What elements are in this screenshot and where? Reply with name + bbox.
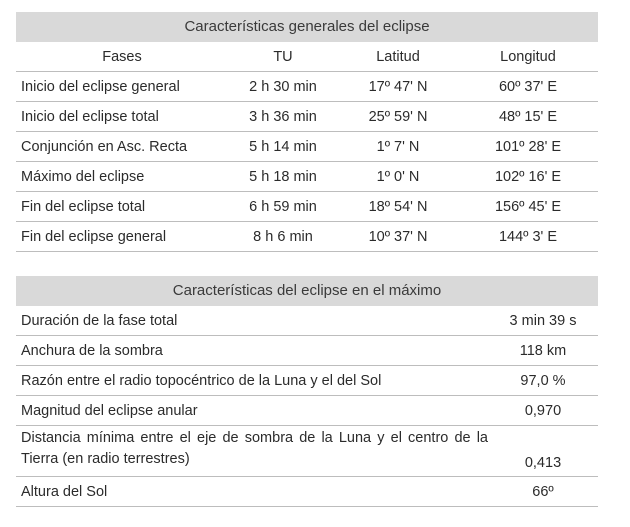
property-value: 3 min 39 s bbox=[509, 312, 577, 329]
latitude-cell: 1º 0' N bbox=[376, 168, 420, 185]
maximum-characteristics-table bbox=[16, 276, 598, 507]
table-row bbox=[16, 336, 598, 366]
property-label: Razón entre el radio topocéntrico de la Luna y el del Sol bbox=[21, 372, 382, 389]
property-value: 0,970 bbox=[524, 402, 562, 419]
property-value: 66º bbox=[532, 483, 554, 500]
property-value: 97,0 % bbox=[520, 372, 566, 389]
table-row bbox=[16, 396, 598, 426]
table-row bbox=[16, 72, 598, 102]
column-header-fases: Fases bbox=[102, 48, 142, 65]
general-characteristics-table bbox=[16, 12, 598, 252]
time-cell: 8 h 6 min bbox=[253, 228, 313, 245]
table-row bbox=[16, 366, 598, 396]
table-header-row bbox=[16, 42, 598, 72]
latitude-cell: 10º 37' N bbox=[368, 228, 428, 245]
longitude-cell: 60º 37' E bbox=[498, 78, 558, 95]
time-cell: 5 h 14 min bbox=[249, 138, 317, 155]
property-value: 0,413 bbox=[524, 455, 562, 471]
longitude-cell: 144º 3' E bbox=[498, 228, 558, 245]
table-title: Características del eclipse en el máximo bbox=[16, 276, 598, 306]
column-header-longitud: Longitud bbox=[500, 48, 556, 65]
table-row bbox=[16, 102, 598, 132]
longitude-cell: 102º 16' E bbox=[494, 168, 562, 185]
longitude-cell: 156º 45' E bbox=[494, 198, 562, 215]
property-label: Duración de la fase total bbox=[21, 312, 178, 329]
latitude-cell: 1º 7' N bbox=[376, 138, 420, 155]
time-cell: 6 h 59 min bbox=[249, 198, 317, 215]
longitude-cell: 48º 15' E bbox=[498, 108, 558, 125]
table-title: Características generales del eclipse bbox=[16, 12, 598, 42]
column-header-tu: TU bbox=[273, 48, 293, 65]
table-row bbox=[16, 132, 598, 162]
property-label: Distancia mínima entre el eje de sombra de la Luna y el centro de la Tierra (en radio terrestres) bbox=[21, 430, 488, 467]
table-row bbox=[16, 192, 598, 222]
column-header-latitud: Latitud bbox=[376, 48, 420, 65]
table-row bbox=[16, 306, 598, 336]
phase-cell: Inicio del eclipse general bbox=[21, 78, 180, 95]
table-row bbox=[16, 162, 598, 192]
table-row bbox=[16, 222, 598, 252]
latitude-cell: 17º 47' N bbox=[368, 78, 428, 95]
time-cell: 2 h 30 min bbox=[249, 78, 317, 95]
phase-cell: Fin del eclipse total bbox=[21, 198, 146, 215]
property-label: Magnitud del eclipse anular bbox=[21, 402, 198, 419]
property-label: Anchura de la sombra bbox=[21, 342, 163, 359]
latitude-cell: 18º 54' N bbox=[368, 198, 428, 215]
time-cell: 3 h 36 min bbox=[249, 108, 317, 125]
property-value: 118 km bbox=[519, 342, 567, 359]
phase-cell: Máximo del eclipse bbox=[21, 168, 145, 185]
property-label: Altura del Sol bbox=[21, 483, 108, 500]
phase-cell: Fin del eclipse general bbox=[21, 228, 167, 245]
table-row bbox=[16, 426, 598, 477]
time-cell: 5 h 18 min bbox=[249, 168, 317, 185]
phase-cell: Inicio del eclipse total bbox=[21, 108, 159, 125]
table-row bbox=[16, 477, 598, 507]
phase-cell: Conjunción en Asc. Recta bbox=[21, 138, 188, 155]
latitude-cell: 25º 59' N bbox=[368, 108, 428, 125]
longitude-cell: 101º 28' E bbox=[494, 138, 562, 155]
